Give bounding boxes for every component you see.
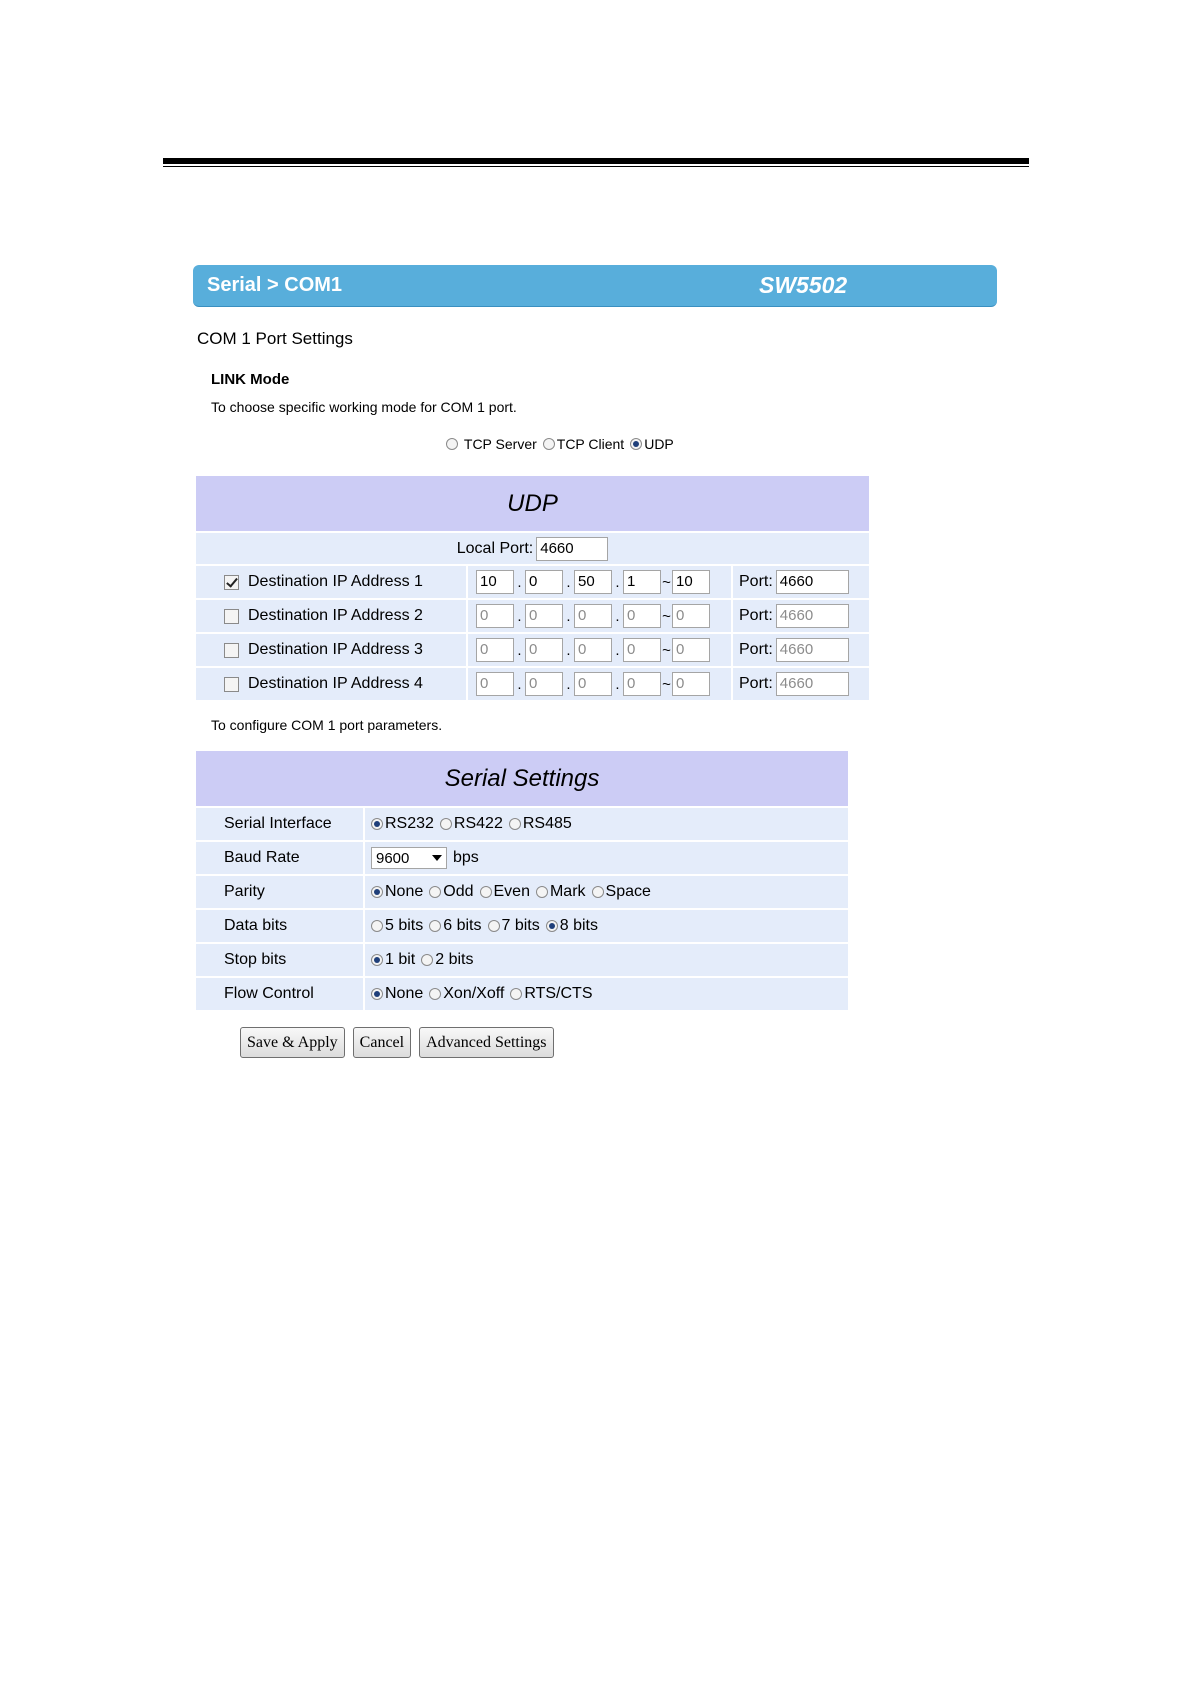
option-label: Odd	[443, 883, 474, 900]
ip-octet-1-input[interactable]: 10	[476, 570, 514, 594]
destination-port-input[interactable]: 4660	[776, 570, 849, 594]
link-mode-heading: LINK Mode	[211, 371, 290, 388]
option-rs232[interactable]	[371, 815, 434, 833]
port-parameters-description: To configure COM 1 port parameters.	[211, 717, 443, 733]
destination-label: Destination IP Address 1	[248, 573, 423, 590]
ip-range-end-input[interactable]: 0	[672, 638, 710, 662]
link-mode-description: To choose specific working mode for COM 1 port.	[211, 399, 517, 415]
destination-row-2: Destination IP Address 2 0 . 0 . 0 . 0 ~ 0 Port: 4660	[196, 600, 869, 632]
option-label: 5 bits	[385, 917, 424, 934]
baud-rate-row	[196, 842, 848, 874]
ip-octet-4-input[interactable]: 0	[623, 672, 661, 696]
destination-label: Destination IP Address 2	[248, 607, 423, 624]
destination-label: Destination IP Address 3	[248, 641, 423, 658]
option-label: TCP Client	[556, 436, 625, 452]
option-label: UDP	[644, 436, 674, 452]
option-label: 7 bits	[501, 917, 540, 934]
local-port-input[interactable]: 4660	[536, 537, 608, 561]
port-label: Port:	[739, 641, 773, 658]
serial-interface-row	[196, 808, 848, 840]
option-rs485[interactable]	[509, 815, 572, 833]
page-rule-thin	[163, 166, 1029, 167]
radio-icon[interactable]	[592, 886, 604, 898]
serial-table-title: Serial Settings	[196, 751, 848, 806]
parity-label: Parity	[196, 876, 363, 908]
page-rule-thick	[163, 158, 1029, 164]
port-label: Port:	[739, 573, 773, 590]
radio-icon[interactable]	[480, 886, 492, 898]
ip-octet-3-input[interactable]: 0	[574, 672, 612, 696]
baud-rate-value: 9600	[376, 849, 410, 867]
option-rts-cts[interactable]	[510, 985, 592, 1003]
destination-row-1: Destination IP Address 1 10 . 0 . 50 . 1 ~ 10 Port: 4660	[196, 566, 869, 598]
destination-row-3: Destination IP Address 3 0 . 0 . 0 . 0 ~ 0 Port: 4660	[196, 634, 869, 666]
option-parity-none[interactable]	[371, 883, 423, 901]
ip-octet-2-input[interactable]: 0	[525, 672, 563, 696]
option-8-bits[interactable]	[546, 917, 598, 935]
radio-icon[interactable]	[536, 886, 548, 898]
ip-octet-3-input[interactable]: 0	[574, 638, 612, 662]
link-mode-tcp-server[interactable]	[446, 436, 537, 452]
ip-range-end-input[interactable]: 0	[672, 604, 710, 628]
baud-rate-unit: bps	[453, 849, 479, 866]
ip-octet-4-input[interactable]: 0	[623, 638, 661, 662]
option-label: TCP Server	[463, 436, 537, 452]
stop-bits-label: Stop bits	[196, 944, 363, 976]
radio-selected-icon[interactable]	[371, 818, 383, 830]
data-bits-row	[196, 910, 848, 942]
option-6-bits[interactable]	[429, 917, 481, 935]
link-mode-udp[interactable]	[630, 436, 674, 452]
ip-octet-2-input[interactable]: 0	[525, 638, 563, 662]
radio-icon[interactable]	[543, 438, 555, 450]
option-7-bits[interactable]	[488, 917, 540, 935]
serial-settings-table	[196, 751, 848, 1010]
ip-octet-3-input[interactable]: 0	[574, 604, 612, 628]
port-label: Port:	[739, 675, 773, 692]
ip-octet-2-input[interactable]: 0	[525, 570, 563, 594]
option-5-bits[interactable]	[371, 917, 423, 935]
radio-icon[interactable]	[429, 988, 441, 1000]
option-xon-xoff[interactable]	[429, 985, 504, 1003]
option-label: 8 bits	[559, 917, 598, 934]
ip-range-end-input[interactable]: 0	[672, 672, 710, 696]
option-parity-even[interactable]	[480, 883, 530, 901]
radio-selected-icon[interactable]	[630, 438, 642, 450]
destination-3-checkbox[interactable]	[224, 643, 239, 658]
option-label: 1 bit	[385, 951, 416, 968]
link-mode-tcp-client[interactable]	[543, 436, 624, 452]
section-title: COM 1 Port Settings	[197, 329, 353, 348]
option-2-bits[interactable]	[421, 951, 473, 969]
option-parity-odd[interactable]	[429, 883, 473, 901]
chevron-down-icon	[432, 855, 442, 861]
option-label: None	[385, 985, 424, 1002]
flow-control-row	[196, 978, 848, 1010]
parity-row	[196, 876, 848, 908]
radio-selected-icon[interactable]	[371, 988, 383, 1000]
option-1-bit[interactable]	[371, 951, 415, 969]
destination-label: Destination IP Address 4	[248, 675, 423, 692]
ip-octet-3-input[interactable]: 50	[574, 570, 612, 594]
stop-bits-row	[196, 944, 848, 976]
radio-icon[interactable]	[429, 886, 441, 898]
radio-selected-icon[interactable]	[546, 920, 558, 932]
destination-1-checkbox[interactable]	[224, 575, 239, 590]
port-label: Port:	[739, 607, 773, 624]
baud-rate-label: Baud Rate	[196, 842, 363, 874]
destination-row-4: Destination IP Address 4 0 . 0 . 0 . 0 ~ 0 Port: 4660	[196, 668, 869, 700]
option-parity-space[interactable]	[592, 883, 651, 901]
advanced-settings-button[interactable]: Advanced Settings	[419, 1027, 553, 1058]
serial-interface-label: Serial Interface	[196, 808, 363, 840]
option-label: Space	[605, 883, 651, 900]
baud-rate-select[interactable]	[371, 847, 447, 869]
radio-icon[interactable]	[371, 920, 383, 932]
model-name: SW5502	[759, 272, 848, 298]
cancel-button[interactable]: Cancel	[353, 1027, 411, 1058]
radio-icon[interactable]	[510, 988, 522, 1000]
radio-icon[interactable]	[446, 438, 458, 450]
ip-octet-1-input[interactable]: 0	[476, 672, 514, 696]
radio-icon[interactable]	[488, 920, 500, 932]
udp-settings-table	[196, 476, 869, 700]
ip-octet-1-input[interactable]: 0	[476, 604, 514, 628]
udp-table-title: UDP	[196, 476, 869, 531]
ip-octet-1-input[interactable]: 0	[476, 638, 514, 662]
radio-icon[interactable]	[421, 954, 433, 966]
local-port-row	[196, 533, 869, 564]
destination-port-input[interactable]: 4660	[776, 638, 849, 662]
option-flow-none[interactable]	[371, 985, 423, 1003]
link-mode-options	[446, 436, 680, 452]
title-bar	[193, 265, 997, 307]
option-parity-mark[interactable]	[536, 883, 586, 901]
radio-icon[interactable]	[440, 818, 452, 830]
option-rs422[interactable]	[440, 815, 503, 833]
save-apply-button[interactable]: Save & Apply	[240, 1027, 345, 1058]
breadcrumb: Serial > COM1	[207, 274, 343, 296]
radio-selected-icon[interactable]	[371, 886, 383, 898]
local-port-label: Local Port:	[456, 539, 534, 557]
data-bits-label: Data bits	[196, 910, 363, 942]
action-buttons	[240, 1027, 562, 1058]
option-label: Mark	[549, 883, 586, 900]
option-label: 6 bits	[443, 917, 482, 934]
option-label: Xon/Xoff	[443, 985, 505, 1002]
option-label: RS485	[522, 815, 572, 832]
radio-icon[interactable]	[429, 920, 441, 932]
option-label: RS422	[453, 815, 503, 832]
option-label: None	[385, 883, 424, 900]
ip-octet-4-input[interactable]: 0	[623, 604, 661, 628]
destination-port-input[interactable]: 4660	[776, 672, 849, 696]
option-label: RS232	[385, 815, 434, 832]
destination-4-checkbox[interactable]	[224, 677, 239, 692]
ip-range-end-input[interactable]: 10	[672, 570, 710, 594]
ip-octet-4-input[interactable]: 1	[623, 570, 661, 594]
option-label: RTS/CTS	[524, 985, 593, 1002]
destination-2-checkbox[interactable]	[224, 609, 239, 624]
option-label: Even	[493, 883, 530, 900]
flow-control-label: Flow Control	[196, 978, 363, 1010]
option-label: 2 bits	[435, 951, 474, 968]
ip-octet-2-input[interactable]: 0	[525, 604, 563, 628]
radio-icon[interactable]	[509, 818, 521, 830]
radio-selected-icon[interactable]	[371, 954, 383, 966]
destination-port-input[interactable]: 4660	[776, 604, 849, 628]
